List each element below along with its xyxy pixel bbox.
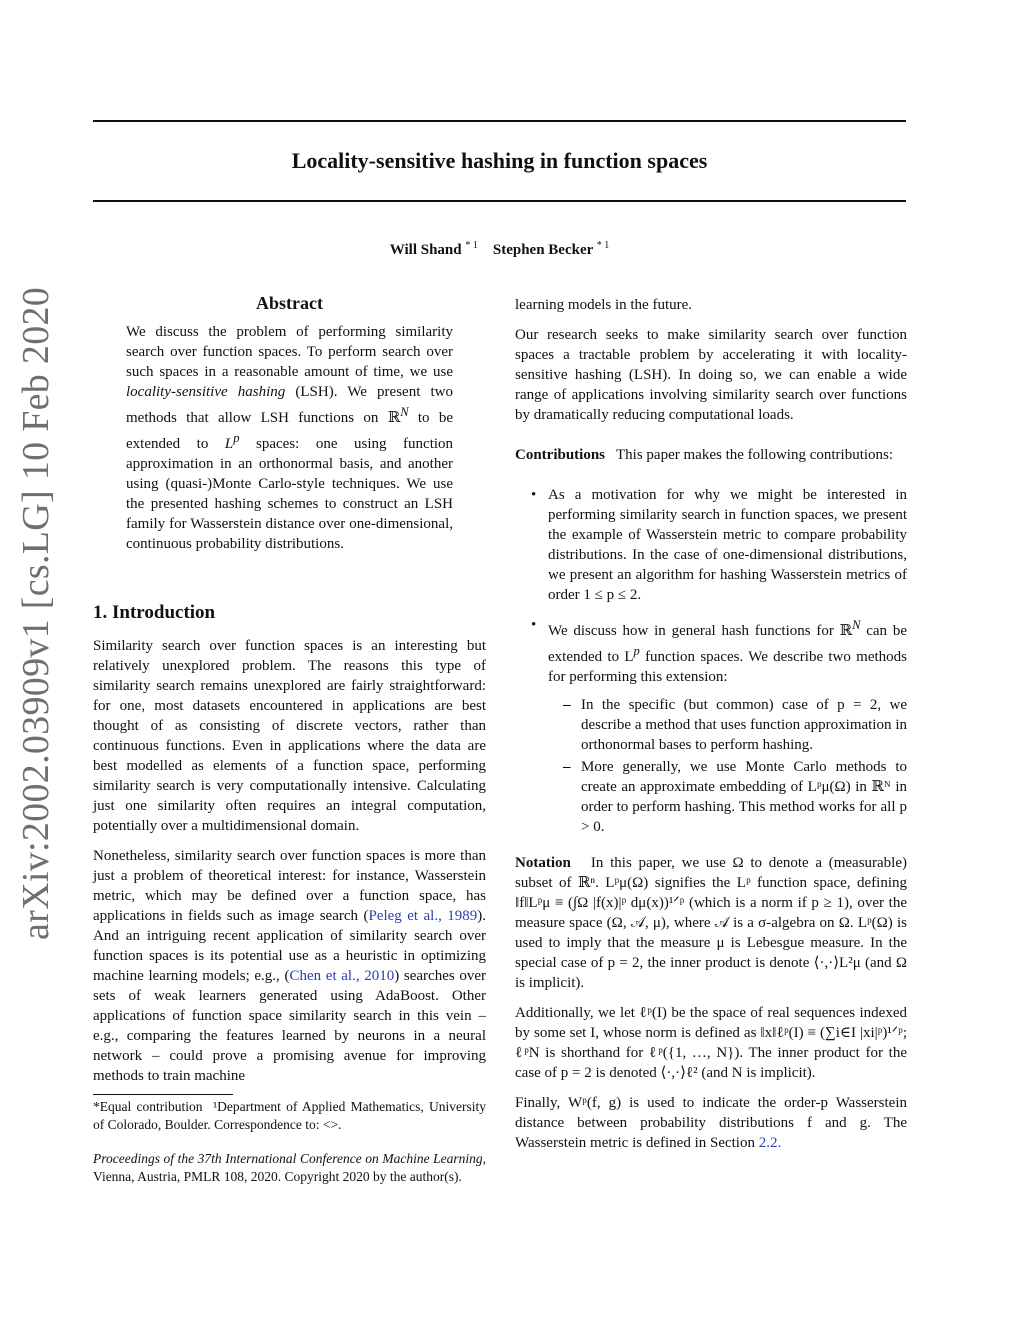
section-link[interactable]: 2.2. (758, 1135, 782, 1151)
section-heading: 1. Introduction (93, 602, 216, 623)
footnote: *Equal contribution ¹Department of Applied Mathematics, University of Colorado, Boulder. Correspondence to: <>. (93, 1099, 487, 1132)
paragraph: Nonetheless, similarity search over function spaces is more than just a problem of theoretical interest: for instance, Wasserstein metric, which may be defined over a function space, has applications in fields such as image search (Peleg et al., 1989). And an intriguing recent application of similarity search over function spaces is its potential use as a heuristic in optimizing machine learning models; e.g., (Chen et al., 2010) searches over sets of weak learners generated using AdaBoost. Other applications of function space similarity search in this vein – e.g., comparing the features learned by neurons in a neural network – could prove a promising avenue for improving methods to train machine (93, 848, 487, 1084)
list-item: – More generally, we use Monte Carlo methods to create an approximate embedding of Lᵖμ(Ω) in ℝᴺ in order to perform hashing. This method works for all p > 0. (548, 757, 907, 837)
footnote-rule (93, 1094, 233, 1095)
paragraph-heading: Contributions (515, 447, 606, 463)
citation-link[interactable]: Chen et al., (289, 968, 360, 984)
citation-link[interactable]: 1989 (447, 908, 478, 924)
sub-list (548, 695, 907, 837)
author-list (93, 234, 906, 262)
arxiv-identifier: arXiv:2002.03909v1 [cs.LG] 10 Feb 2020 (15, 286, 57, 940)
author-name: Stephen Becker (492, 242, 593, 258)
paragraph: Additionally, we let ℓᵖ(I) be the space of real sequences indexed by some set I, whose norm is defined as ‖x‖ℓᵖ(I) ≡ (∑i∈I |xi|ᵖ)¹ᐟᵖ; ℓᵖN is shorthand for ℓᵖ({1, …, N}). The inner product for the case of p = 2 is denoted ⟨·,·⟩ℓ² (and N is implicit). (515, 1005, 907, 1081)
paper-title: Locality-sensitive hashing in function spaces (291, 148, 708, 173)
paragraph-heading: Notation (515, 855, 571, 871)
notation-paragraph: Notation In this paper, we use Ω to denote a (measurable) subset of ℝⁿ. Lᵖμ(Ω) signifies the Lᵖ function space, defining ‖f‖Lᵖμ ≡ (∫Ω |f(x)|ᵖ dμ(x))¹ᐟᵖ (which is a norm if p ≥ 1), over the measure space (Ω, 𝒜, μ), where 𝒜 is a σ-algebra on Ω. Lᵖ(Ω) is used to imply that the measure μ is Lebesgue measure. In the special case of p = 2, the inner product is denote ⟨·,·⟩L²μ (and Ω is implicit). (515, 855, 908, 991)
right-column-body (515, 295, 907, 1163)
paragraph: learning models in the future. (515, 297, 693, 313)
proceedings-note: Proceedings of the 37th International Conference on Machine Learning, Vienna, Austria, PMLR 108, 2020. Copyright 2020 by the author(s). (93, 1151, 486, 1184)
abstract-text: We discuss the problem of performing similarity search over function spaces. To perform search over such spaces in a reasonable amount of time, we use locality-sensitive hashing (LSH). We present two methods that allow LSH functions on ℝ$^N$ to be extended to $L^p$ spaces: one using function approximation in an orthonormal basis, and another using (quasi-)Monte Carlo-style techniques. We use the presented hashing schemes to construct an LSH family for Wasserstein distance over one-dimensional, continuous probability distributions. (126, 324, 454, 552)
list-item: • We discuss how in general hash functions for ℝ$^N$ can be extended to $L^p$ function spaces. We describe two methods for performing this extension: – In the specific (but common) case of p = 2, we describe a method that uses function approximation in orthonormal bases to perform hashing. – More generally, we use Monte Carlo methods to create an approximate embedding of Lᵖμ(Ω) in ℝᴺ in order to perform hashing. This method works for all p > 0. (515, 615, 907, 837)
list-item: – In the specific (but common) case of p = 2, we describe a method that uses function approximation in orthonormal bases to perform hashing. (548, 695, 907, 755)
citation-link[interactable]: Peleg et al., (368, 908, 442, 924)
list-item: • As a motivation for why we might be interested in performing similarity search in function spaces, we present the example of Wasserstein metric to compare probability distributions. In the case of one-dimensional distributions, we present an algorithm for hashing Wasserstein metrics of order 1 ≤ p ≤ 2. (515, 485, 907, 605)
citation-link[interactable]: 2010 (364, 968, 395, 984)
paragraph: Finally, Wᵖ(f, g) is used to indicate the order-p Wasserstein distance between probability distributions f and g. The Wasserstein metric is defined in Section 2.2. (515, 1095, 907, 1151)
contributions-list (515, 485, 907, 837)
abstract-heading: Abstract (256, 293, 323, 313)
left-column-body (93, 636, 486, 1096)
title-rule-top (93, 120, 906, 122)
title-rule-bottom (93, 200, 906, 202)
author-affiliation-mark: * 1 (465, 240, 478, 251)
paragraph: Our research seeks to make similarity search over function spaces a tractable problem by accelerating it with locality-sensitive hashing (LSH). In doing so, we can enable a wide range of applications involving similarity search over functions by dramatically reducing computational loads. (515, 327, 907, 423)
author-affiliation-mark: * 1 (596, 240, 610, 251)
contributions-paragraph: Contributions This paper makes the following contributions: (515, 447, 894, 463)
paragraph: Similarity search over function spaces is an interesting but relatively unexplored problem. The reasons this type of similarity search remains unexplored are fairly straightforward: for one, most datasets encountered in applications are best thought of as consisting of discrete vectors, rather than continuous functions. Even in applications where the data are best modelled as elements of a function space, performing similarity search is very computationally intensive. Calculating just one similarity often requires an integral computation, potentially over a multidimensional domain. (93, 638, 486, 834)
author-name: Will Shand (389, 242, 462, 258)
